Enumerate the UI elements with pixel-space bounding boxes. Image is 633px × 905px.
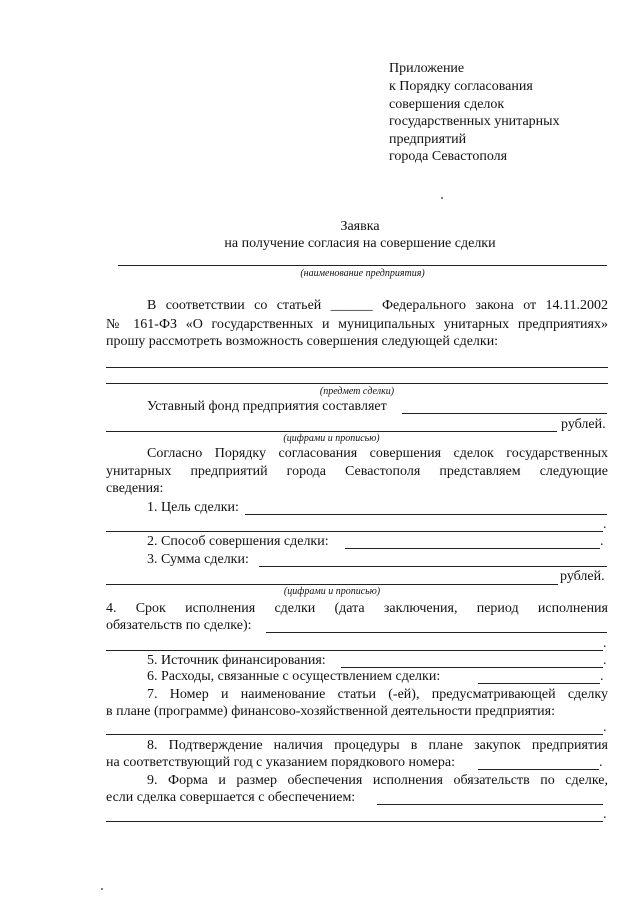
deal-subject-caption: (предмет сделки): [319, 386, 395, 397]
deal-subject-line-2: [106, 383, 608, 384]
appendix-line-5: предприятий: [389, 132, 467, 147]
item-1-line-1: [245, 514, 607, 515]
appendix-line-3: совершения сделок: [389, 97, 505, 112]
item-1-line-2: [106, 531, 603, 532]
info-line-2: унитарных предприятий города Севастополя представляем следующие: [106, 464, 608, 479]
item-3-caption: (цифрами и прописью): [283, 586, 381, 597]
item-4-fill-line-2: [106, 650, 603, 651]
fund-line-2: [106, 431, 557, 432]
enterprise-name-caption: (наименование предприятия): [300, 268, 425, 279]
appendix-line-1: Приложение: [389, 61, 465, 76]
item-2-label: 2. Способ совершения сделки:: [147, 534, 329, 549]
item-7-line-2: в плане (программе) финансово-хозяйственной деятельности предприятия:: [106, 704, 555, 719]
appendix-line-4: государственных унитарных: [389, 114, 560, 129]
item-5-label: 5. Источник финансирования:: [147, 653, 326, 668]
item-2-period: .: [600, 534, 604, 549]
item-7-line-1: 7. Номер и наименование статьи (-ей), предусматривающей сделку: [147, 687, 608, 702]
appendix-line-6: города Севастополя: [389, 149, 508, 164]
scan-speck: [101, 888, 103, 890]
item-5-line: [341, 667, 603, 668]
item-4-line-1: 4. Срок исполнения сделки (дата заключения, период исполнения: [106, 601, 608, 616]
item-8-line-2: на соответствующий год с указанием порядкового номера:: [106, 755, 455, 770]
item-9-fill-line-1: [377, 804, 603, 805]
info-line-1: Согласно Порядку согласования совершения сделок государственных: [147, 446, 608, 461]
item-9-line-1: 9. Форма и размер обеспечения исполнения обязательств по сделке,: [147, 773, 608, 788]
item-8-period: .: [599, 755, 603, 770]
item-4-line-2: обязательств по сделке):: [106, 618, 252, 633]
intro-line-1: В соответствии со статьей ______ Федерального закона от 14.11.2002: [147, 298, 608, 313]
item-7-fill-line: [106, 734, 603, 735]
fund-label: Уставный фонд предприятия составляет: [147, 399, 387, 414]
scan-speck: [441, 197, 443, 199]
item-9-fill-line-2: [106, 821, 603, 822]
appendix-line-2: к Порядку согласования: [389, 79, 533, 94]
item-1-period: .: [603, 517, 607, 532]
item-8-line-1: 8. Подтверждение наличия процедуры в плане закупок предприятия: [147, 738, 608, 753]
info-line-3: сведения:: [106, 481, 164, 496]
enterprise-name-line: [118, 265, 607, 266]
deal-subject-line-1: [106, 367, 608, 368]
item-2-line: [345, 548, 600, 549]
doc-title: Заявка: [340, 219, 380, 234]
fund-line-1: [402, 413, 607, 414]
item-6-period: .: [600, 669, 604, 684]
item-9-line-2: если сделка совершается с обеспечением:: [106, 790, 356, 805]
intro-line-2: № 161-ФЗ «О государственных и муниципальных унитарных предприятиях»: [106, 317, 608, 332]
item-3-rubles: рублей.: [560, 569, 605, 584]
item-3-line-1: [259, 566, 607, 567]
fund-rubles: рублей.: [561, 417, 606, 432]
item-4-fill-line-1: [266, 632, 607, 633]
doc-subtitle: на получение согласия на совершение сделки: [224, 236, 496, 251]
item-7-period: .: [603, 720, 607, 735]
item-4-period: .: [603, 636, 607, 651]
item-3-line-2: [106, 584, 558, 585]
item-5-period: .: [603, 653, 607, 668]
item-9-period: .: [603, 807, 607, 822]
item-1-label: 1. Цель сделки:: [147, 500, 239, 515]
intro-line-3: прошу рассмотреть возможность совершения следующей сделки:: [106, 334, 499, 349]
fund-caption: (цифрами и прописью): [283, 433, 380, 444]
item-6-label: 6. Расходы, связанные с осуществлением сделки:: [147, 669, 441, 684]
item-3-label: 3. Сумма сделки:: [147, 552, 249, 567]
item-6-line: [478, 683, 600, 684]
item-8-fill-line: [478, 769, 599, 770]
